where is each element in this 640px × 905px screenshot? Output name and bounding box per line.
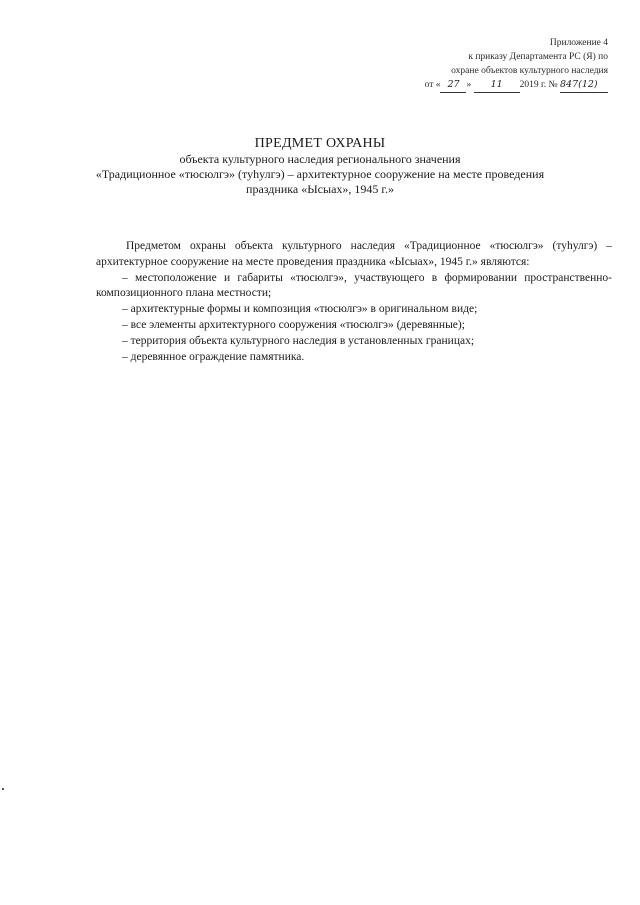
- date-sep: »: [466, 80, 472, 90]
- subtitle-line-2: «Традиционное «тюсюлгэ» (туһулгэ) – архитектурное сооружение на месте проведения: [95, 167, 545, 181]
- list-item: – территория объекта культурного наследия в установленных границах;: [122, 334, 475, 347]
- scan-mark: [2, 788, 4, 790]
- order-number: 847(12): [560, 78, 608, 93]
- appendix-line-1: Приложение 4: [549, 38, 608, 48]
- date-month: 11: [474, 78, 520, 93]
- list-item: – деревянное ограждение памятника.: [122, 350, 305, 363]
- subtitle-line-1: объекта культурного наследия регионального значения: [179, 152, 461, 166]
- title-block: [60, 136, 580, 197]
- appendix-line-3: охране объектов культурного наследия: [451, 66, 608, 76]
- appendix-date-line: [425, 78, 608, 93]
- appendix-header: [425, 36, 608, 93]
- subtitle-line-3: праздника «Ысыах», 1945 г.»: [246, 182, 394, 196]
- appendix-line-2: к приказу Департамента РС (Я) по: [468, 52, 608, 62]
- list-item: – архитектурные формы и композиция «тюсюлгэ» в оригинальном виде;: [122, 303, 478, 316]
- date-year: 2019 г. №: [519, 80, 558, 90]
- document-title: ПРЕДМЕТ ОХРАНЫ: [254, 136, 386, 151]
- list-item: – все элементы архитектурного сооружения «тюсюлгэ» (деревянные);: [122, 318, 465, 331]
- document-body: [96, 239, 612, 365]
- list-item: – местоположение и габариты «тюсюлгэ», участвующего в формировании пространственно-композиционного плана местности;: [96, 271, 612, 300]
- date-prefix: от «: [424, 80, 441, 90]
- date-day: 27: [440, 78, 466, 93]
- intro-paragraph: Предметом охраны объекта культурного наследия «Традиционное «тюсюлгэ» (туһулгэ) – архитектурное сооружение на месте проведения праздника «Ысыах», 1945 г.» являются:: [96, 240, 612, 268]
